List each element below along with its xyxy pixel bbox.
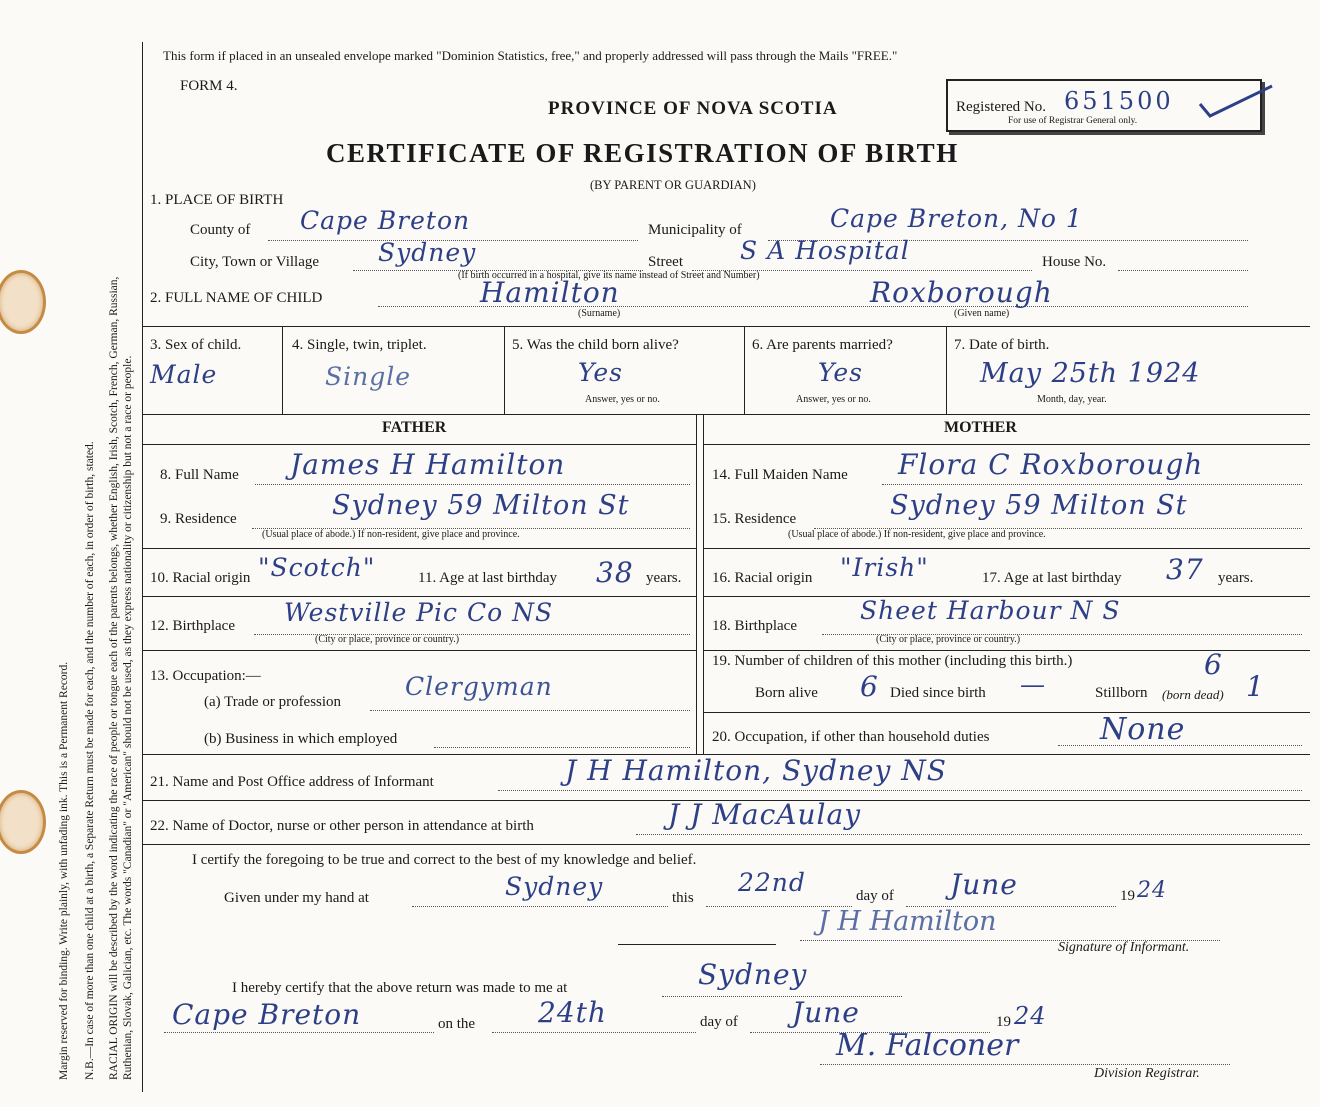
mother-children-total: 6 [1204, 648, 1223, 681]
registrar-year-suffix: 24 [1014, 1002, 1047, 1030]
father-age-label: 11. Age at last birthday [418, 570, 557, 586]
certificate-title: CERTIFICATE OF REGISTRATION OF BIRTH [326, 138, 959, 168]
certification-year-prefix: 19 [1120, 888, 1135, 904]
mother-heading: MOTHER [944, 419, 1017, 436]
mother-age-value: 37 [1166, 553, 1204, 586]
child-surname: Hamilton [480, 276, 620, 309]
father-birthplace-label: 12. Birthplace [150, 618, 235, 634]
check-mark-icon [1196, 82, 1276, 122]
mother-occupation-label: 20. Occupation, if other than household duties [712, 729, 990, 745]
father-birthplace-caption: (City or place, province or country.) [315, 634, 460, 645]
form-left-border [142, 42, 143, 1092]
registrar-signature: M. Falconer [836, 1028, 1019, 1063]
mother-age-years: years. [1218, 570, 1254, 586]
born-alive-value: Yes [578, 358, 623, 387]
died-since-birth-label: Died since birth [890, 685, 986, 701]
died-since-birth-count: — [1020, 670, 1046, 699]
doctor-value: J J MacAulay [668, 798, 862, 831]
father-name-label: 8. Full Name [160, 467, 239, 483]
mother-children-label: 19. Number of children of this mother (including this birth.) [712, 653, 1073, 669]
municipality-value: Cape Breton, No 1 [830, 204, 1083, 233]
stillborn-count: 1 [1246, 670, 1265, 703]
margin-note-binding: Margin reserved for binding. Write plainly, with unfading ink. This is a Permanent Record. [58, 661, 70, 1080]
street-label: Street [648, 254, 683, 270]
form-number: FORM 4. [180, 78, 238, 94]
married-value: Yes [818, 358, 863, 387]
mail-notice: This form if placed in an unsealed envelope marked "Dominion Statistics, free," and properly addressed will pass through the Mails "FREE." [163, 48, 898, 63]
registrar-on-the-label: on the [438, 1016, 476, 1032]
father-birthplace-value: Westville Pic Co NS [284, 598, 554, 627]
mother-birthplace-caption: (City or place, province or country.) [876, 634, 1021, 645]
certification-this-label: this [672, 890, 694, 906]
county-value: Cape Breton [300, 206, 471, 235]
certification-month: June [950, 868, 1018, 901]
married-caption: Answer, yes or no. [796, 394, 871, 405]
born-alive-count: 6 [860, 670, 879, 703]
hospital-note: (If birth occurred in a hospital, give its name instead of Street and Number) [458, 270, 760, 281]
father-business-label: (b) Business in which employed [204, 731, 398, 747]
certificate-subtitle: (BY PARENT OR GUARDIAN) [590, 178, 756, 192]
registrar-day: 24th [538, 996, 607, 1029]
mother-name-label: 14. Full Maiden Name [712, 467, 848, 483]
margin-note-racial-origin-2: Ruthenian, Slovak, Galician, etc. The words "Canadian" or "American" should not be used, as they express nationality or citizenship but not a race or people. [122, 355, 134, 1080]
mother-residence-label: 15. Residence [712, 511, 797, 527]
registrar-place: Sydney [698, 958, 808, 991]
plurality-label: 4. Single, twin, triplet. [292, 337, 427, 353]
binding-hole-bottom [0, 790, 46, 854]
father-residence-caption: (Usual place of abode.) If non-resident, give place and province. [262, 529, 520, 540]
child-given-name: Roxborough [870, 276, 1053, 309]
registrar-year-prefix: 19 [996, 1014, 1011, 1030]
born-alive-caption: Answer, yes or no. [585, 394, 660, 405]
registrar-county: Cape Breton [172, 998, 362, 1031]
street-value: S A Hospital [740, 236, 910, 265]
city-label: City, Town or Village [190, 254, 320, 270]
father-racial-origin-label: 10. Racial origin [150, 570, 251, 586]
informant-signature: J H Hamilton [818, 906, 997, 937]
date-of-birth-value: May 25th 1924 [980, 358, 1201, 389]
registered-number: 651500 [1064, 87, 1174, 115]
father-age-years: years. [646, 570, 682, 586]
father-age-value: 38 [596, 556, 634, 589]
sex-label: 3. Sex of child. [150, 337, 242, 353]
mother-residence-value: Sydney 59 Milton St [890, 490, 1188, 521]
father-residence-label: 9. Residence [160, 511, 237, 527]
mother-name-value: Flora C Roxborough [898, 448, 1204, 481]
mother-birthplace-value: Sheet Harbour N S [860, 596, 1121, 625]
city-value: Sydney [378, 238, 477, 267]
municipality-label: Municipality of [648, 222, 742, 238]
date-of-birth-caption: Month, day, year. [1037, 394, 1107, 405]
province-heading: PROVINCE OF NOVA SCOTIA [548, 98, 838, 119]
registrar-signature-label: Division Registrar. [1094, 1066, 1200, 1081]
margin-note-multiple-births: N.B.—In case of more than one child at a birth, a Separate Return must be made for each, and the number of each, in order of birth, stated. [84, 441, 96, 1080]
stillborn-label: Stillborn [1095, 685, 1148, 701]
mother-occupation-value: None [1100, 712, 1186, 747]
registrar-statement: I hereby certify that the above return was made to me at [232, 980, 568, 996]
mother-racial-origin-label: 16. Racial origin [712, 570, 813, 586]
certification-place: Sydney [505, 872, 604, 901]
county-label: County of [190, 222, 251, 238]
registrar-note: For use of Registrar General only. [1008, 116, 1138, 126]
father-trade-label: (a) Trade or profession [204, 694, 342, 710]
given-name-caption: (Given name) [954, 308, 1010, 319]
registered-label: Registered No. [956, 99, 1046, 115]
born-alive-label: 5. Was the child born alive? [512, 337, 679, 353]
mother-racial-origin-value: "Irish" [840, 553, 929, 582]
born-alive-count-label: Born alive [755, 685, 818, 701]
binding-hole-top [0, 270, 46, 334]
certification-year-suffix: 24 [1137, 878, 1167, 903]
registrar-day-of-label: day of [700, 1014, 738, 1030]
father-residence-value: Sydney 59 Milton St [332, 490, 630, 521]
certification-statement: I certify the foregoing to be true and correct to the best of my knowledge and belief. [192, 852, 697, 868]
certification-day: 22nd [738, 868, 806, 897]
plurality-value: Single [325, 362, 412, 391]
stillborn-note: (born dead) [1162, 687, 1224, 702]
certification-day-of-label: day of [856, 888, 894, 904]
mother-birthplace-label: 18. Birthplace [712, 618, 797, 634]
surname-caption: (Surname) [578, 308, 621, 319]
married-label: 6. Are parents married? [752, 337, 893, 353]
place-of-birth-heading: 1. PLACE OF BIRTH [150, 192, 284, 208]
informant-label: 21. Name and Post Office address of Informant [150, 774, 434, 790]
father-heading: FATHER [382, 419, 447, 436]
informant-signature-label: Signature of Informant. [1058, 940, 1190, 955]
father-trade-value: Clergyman [405, 672, 553, 701]
sex-value: Male [150, 360, 218, 389]
date-of-birth-label: 7. Date of birth. [954, 337, 1050, 353]
registrar-month: June [792, 996, 860, 1029]
house-number-label: House No. [1042, 254, 1107, 270]
mother-residence-caption: (Usual place of abode.) If non-resident, give place and province. [788, 529, 1046, 540]
father-occupation-label: 13. Occupation:— [150, 668, 261, 684]
doctor-label: 22. Name of Doctor, nurse or other person in attendance at birth [150, 818, 534, 834]
informant-value: J H Hamilton, Sydney NS [565, 754, 947, 787]
father-racial-origin-value: "Scotch" [258, 553, 376, 582]
given-under-hand-label: Given under my hand at [224, 890, 369, 906]
father-name-value: James H Hamilton [290, 448, 566, 481]
mother-age-label: 17. Age at last birthday [982, 570, 1122, 586]
child-name-label: 2. FULL NAME OF CHILD [150, 290, 323, 306]
margin-note-racial-origin-1: RACIAL ORIGIN will be described by the word indicating the race of people or tongue each of the parents belongs, whether English, Irish, Scotch, French, German, Russian, [108, 276, 120, 1080]
